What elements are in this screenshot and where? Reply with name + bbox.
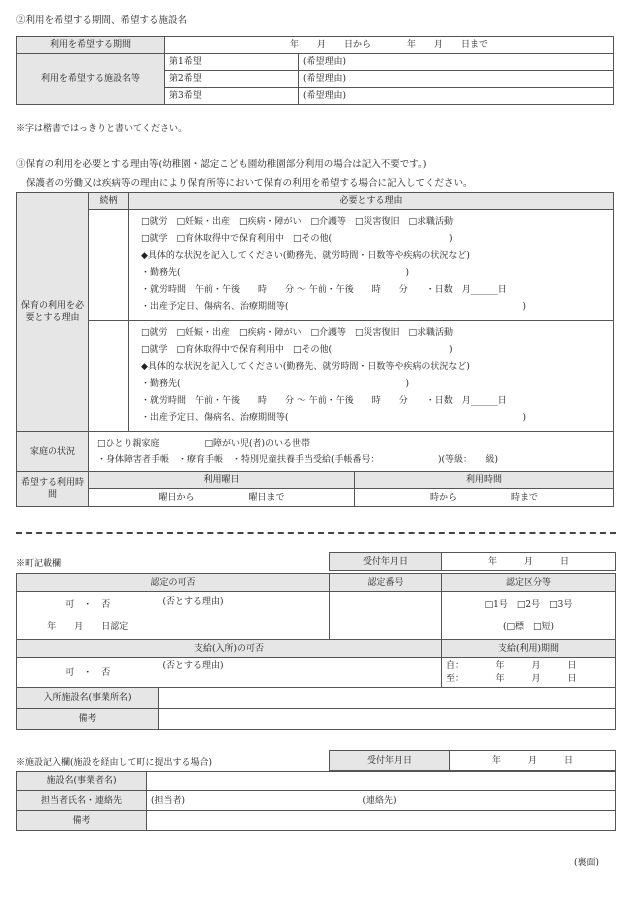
- town-remarks-field[interactable]: [159, 709, 616, 730]
- reason-line: □就労 □妊娠・出産 □疾病・障がい □介護等 □災害復旧 □求職活動: [141, 328, 454, 338]
- town-table: [16, 573, 616, 730]
- handwriting-note: ※字は楷書ではっきりと書いてください。: [16, 124, 188, 134]
- contact-field[interactable]: (連絡先): [359, 791, 616, 811]
- choice-3-label: 第3希望: [165, 88, 299, 105]
- reason-line: ・就労時間 午前・午後 時 分 ～ 午前・午後 時 分 ・日数 月______日: [141, 285, 507, 295]
- relation-field-1[interactable]: [89, 210, 129, 321]
- choice-1-reason[interactable]: (希望理由): [299, 54, 614, 71]
- period-from: 自： 年 月 日: [446, 660, 577, 671]
- period-field[interactable]: 年 月 日から 年 月 日まで: [165, 37, 614, 54]
- section3-subtitle: 保護者の労働又は疾病等の理由により保育所等において保育の利用を希望する場合に記入してください。: [26, 178, 473, 189]
- section2-title: ②利用を希望する期間、希望する施設名: [16, 15, 188, 26]
- period-field[interactable]: [442, 658, 616, 688]
- relation-header: 続柄: [89, 193, 129, 210]
- section3-title: ③保育の利用を必要とする理由等(幼稚園・認定こども園幼稚園部分利用の場合は記入不要です。): [16, 159, 427, 170]
- contact-label: 担当者氏名・連絡先: [17, 791, 147, 811]
- reason-line: ・出産予定日、傷病名、治療期間等( ): [141, 302, 527, 312]
- family-line: □ひとり親家庭 □障がい児(者)のいる世帯: [97, 438, 311, 449]
- reason-line: □就学 □育休取得中で保育利用中 □その他( ): [141, 345, 453, 355]
- facility-remarks-label: 備考: [17, 811, 147, 831]
- period-table: [16, 36, 614, 105]
- admit-facility-label: 入所施設名(事業所名): [17, 688, 159, 709]
- choice-2-label: 第2希望: [165, 71, 299, 88]
- family-line: ・身体障害者手帳 ・療育手帳 ・特別児童扶養手当受給(手帳番号： )(等級： 級): [97, 454, 499, 465]
- reason-line: ・就労時間 午前・午後 時 分 ～ 午前・午後 時 分 ・日数 月______日: [141, 396, 507, 406]
- town-received-field[interactable]: 年 月 日: [442, 553, 616, 571]
- deny-reason-field[interactable]: (否とする理由): [159, 592, 330, 640]
- approve-yes-no[interactable]: [17, 592, 159, 640]
- town-title: ※町記載欄: [16, 559, 62, 569]
- town-remarks-label: 備考: [17, 709, 159, 730]
- cut-line: [16, 532, 616, 534]
- choice-3-reason[interactable]: (希望理由): [299, 88, 614, 105]
- facility-received-label: 受付年月日: [330, 751, 450, 771]
- reason-line: ・出産予定日、傷病名、治療期間等( ): [141, 413, 527, 423]
- facility-label: 利用を希望する施設名等: [17, 54, 165, 105]
- reason-block-1[interactable]: [129, 210, 614, 321]
- admit-facility-field[interactable]: [159, 688, 616, 709]
- yes-no-text: 可 ・ 否: [65, 599, 111, 610]
- town-received-table: [329, 552, 616, 571]
- class-checkboxes: □1号 □2号 □3号: [484, 599, 573, 610]
- cert-class-header: 認定区分等: [442, 574, 616, 592]
- page-side-label: (裏面): [574, 858, 600, 868]
- reason-table: [16, 192, 614, 507]
- reason-line: ◆具体的な状況を記入してください(勤務先、就労時間・日数等や疾病の状況など): [141, 251, 470, 261]
- hope-day-field[interactable]: 曜日から 曜日まで: [89, 489, 355, 507]
- cert-class-field[interactable]: [442, 592, 616, 640]
- reason-row-label: 保育の利用を必要とする理由: [17, 193, 89, 432]
- facility-received-table: [329, 750, 616, 771]
- reason-line: □就労 □妊娠・出産 □疾病・障がい □介護等 □災害復旧 □求職活動: [141, 217, 454, 227]
- family-block[interactable]: [89, 432, 614, 472]
- admit-deny-reason[interactable]: (否とする理由): [159, 658, 442, 688]
- period-to: 至： 年 月 日: [446, 673, 577, 684]
- facility-name-field[interactable]: [147, 772, 616, 791]
- admit-header: 支給(入所)の可否: [17, 640, 442, 658]
- reason-block-2[interactable]: [129, 321, 614, 432]
- choice-2-reason[interactable]: (希望理由): [299, 71, 614, 88]
- hope-label: 希望する利用時間: [17, 472, 89, 507]
- cert-no-field[interactable]: [330, 592, 442, 640]
- facility-remarks-field[interactable]: [147, 811, 616, 831]
- reason-line: ・勤務先( ): [141, 379, 410, 389]
- period-header: 支給(利用)期間: [442, 640, 616, 658]
- period-label: 利用を希望する期間: [17, 37, 165, 54]
- reason-line: □就学 □育休取得中で保育利用中 □その他( ): [141, 234, 453, 244]
- choice-1-label: 第1希望: [165, 54, 299, 71]
- facility-received-field[interactable]: 年 月 日: [450, 751, 616, 771]
- relation-field-2[interactable]: [89, 321, 129, 432]
- hope-day-header: 利用曜日: [89, 472, 355, 489]
- facility-table: [16, 771, 616, 831]
- family-label: 家庭の状況: [17, 432, 89, 472]
- facility-title: ※施設記入欄(施設を経由して町に提出する場合): [16, 758, 213, 768]
- reason-line: ◆具体的な状況を記入してください(勤務先、就労時間・日数等や疾病の状況など): [141, 362, 470, 372]
- reason-line: ・勤務先( ): [141, 268, 410, 278]
- cert-no-header: 認定番号: [330, 574, 442, 592]
- std-short-checkboxes: (□標 □短): [502, 621, 555, 632]
- hope-time-header: 利用時間: [355, 472, 614, 489]
- hope-time-field[interactable]: 時から 時まで: [355, 489, 614, 507]
- reason-header: 必要とする理由: [129, 193, 614, 210]
- facility-name-label: 施設名(事業者名): [17, 772, 147, 791]
- town-received-label: 受付年月日: [330, 553, 442, 571]
- person-field[interactable]: (担当者): [147, 791, 359, 811]
- admit-yes-no[interactable]: 可 ・ 否: [17, 658, 159, 688]
- approve-header: 認定の可否: [17, 574, 330, 592]
- approve-date: 年 月 日認定: [47, 621, 129, 632]
